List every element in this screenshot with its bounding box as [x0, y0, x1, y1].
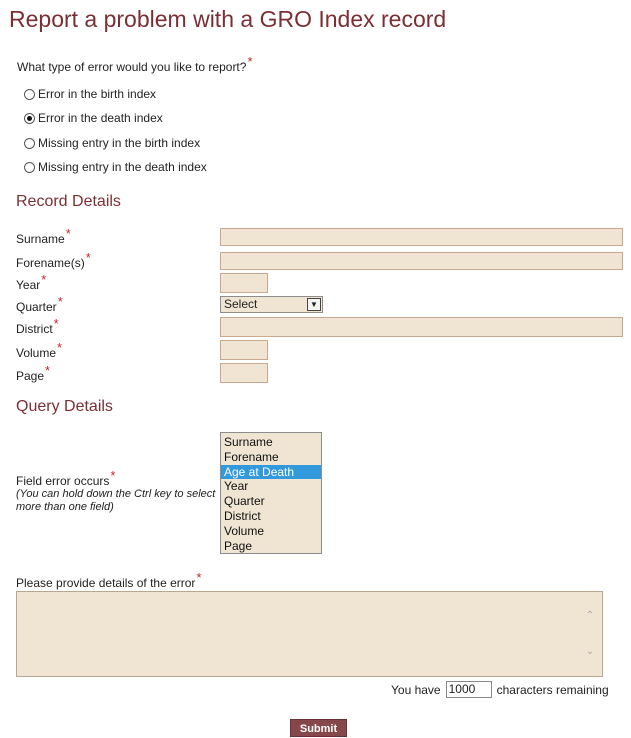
- list-option[interactable]: Surname: [224, 435, 273, 449]
- forename-input[interactable]: [220, 252, 623, 270]
- list-option-selected[interactable]: Age at Death: [221, 465, 321, 480]
- required-mark: *: [65, 226, 71, 241]
- year-label: [16, 272, 47, 292]
- field-error-label-text: Field error occurs: [16, 474, 110, 488]
- forename-label-text: Forename(s): [16, 256, 85, 270]
- volume-label: [16, 340, 63, 360]
- volume-input[interactable]: [220, 340, 268, 360]
- quarter-label-text: Quarter: [16, 300, 57, 314]
- scroll-down-icon[interactable]: ⌄: [585, 646, 595, 657]
- list-option[interactable]: Quarter: [224, 494, 265, 509]
- page-input[interactable]: [220, 363, 268, 383]
- error-type-question-text: What type of error would you like to report?: [17, 60, 247, 74]
- field-error-label: [16, 468, 116, 488]
- quarter-label: [16, 294, 63, 314]
- list-option[interactable]: Year: [224, 479, 249, 494]
- radio-label: Error in the death index: [38, 111, 163, 125]
- list-option[interactable]: Volume: [224, 523, 265, 538]
- required-mark: *: [110, 468, 116, 483]
- radio-button-selected[interactable]: [24, 113, 35, 124]
- characters-remaining: [391, 681, 609, 698]
- field-error-hint: (You can hold down the Ctrl key to select more than one field): [16, 488, 216, 513]
- required-mark: *: [53, 316, 59, 331]
- error-type-question: [17, 54, 253, 74]
- required-mark: *: [41, 272, 47, 287]
- required-mark: *: [85, 250, 91, 265]
- year-label-text: Year: [16, 278, 41, 292]
- details-label: [16, 570, 202, 590]
- page-label: [16, 363, 51, 383]
- surname-label: [16, 226, 71, 246]
- year-input[interactable]: [220, 273, 268, 293]
- submit-button[interactable]: Submit: [290, 719, 347, 737]
- radio-error-birth-index[interactable]: [24, 87, 156, 101]
- query-details-heading: Query Details: [16, 398, 113, 415]
- details-textarea[interactable]: [16, 591, 603, 677]
- surname-input[interactable]: [220, 228, 623, 246]
- record-details-heading: Record Details: [16, 193, 121, 210]
- radio-missing-birth-index[interactable]: [24, 136, 200, 150]
- radio-button[interactable]: [24, 89, 35, 100]
- chevron-down-icon[interactable]: ▼: [307, 298, 321, 311]
- field-error-listbox[interactable]: [220, 432, 322, 554]
- characters-remaining-input: 1000: [446, 681, 492, 698]
- required-mark: *: [247, 54, 253, 69]
- radio-error-death-index[interactable]: [24, 111, 163, 125]
- district-input[interactable]: [220, 317, 623, 337]
- counter-suffix: characters remaining: [496, 682, 609, 697]
- quarter-select-value: Select: [224, 297, 258, 311]
- page-label-text: Page: [16, 369, 45, 383]
- volume-label-text: Volume: [16, 346, 57, 360]
- radio-label: Error in the birth index: [38, 87, 157, 101]
- district-label-text: District: [16, 322, 53, 336]
- radio-label: Missing entry in the birth index: [38, 136, 201, 150]
- forename-label: [16, 250, 91, 270]
- radio-button[interactable]: [24, 138, 35, 149]
- radio-label: Missing entry in the death index: [38, 160, 207, 174]
- details-label-text: Please provide details of the error: [16, 576, 196, 590]
- list-option[interactable]: District: [224, 508, 261, 523]
- radio-button[interactable]: [24, 162, 35, 173]
- radio-missing-death-index[interactable]: [24, 160, 207, 174]
- counter-prefix: You have: [391, 682, 441, 697]
- list-option[interactable]: Page: [224, 538, 253, 553]
- required-mark: *: [196, 570, 202, 585]
- required-mark: *: [57, 294, 63, 309]
- list-option[interactable]: Forename: [224, 449, 279, 464]
- surname-label-text: Surname: [16, 232, 65, 246]
- scroll-up-icon[interactable]: ⌃: [585, 610, 595, 621]
- page-title: Report a problem with a GRO Index record: [9, 6, 447, 32]
- quarter-select[interactable]: [220, 296, 323, 313]
- required-mark: *: [45, 363, 51, 378]
- required-mark: *: [57, 340, 63, 355]
- district-label: [16, 316, 59, 336]
